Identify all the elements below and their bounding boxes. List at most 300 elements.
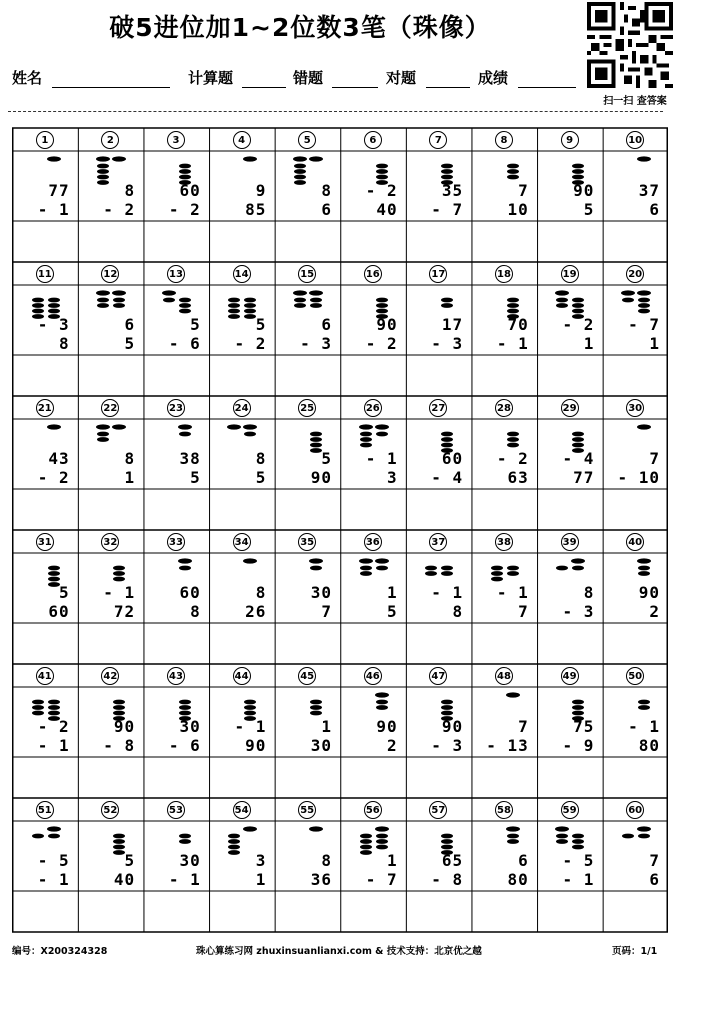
lower-bead (244, 432, 256, 437)
answer-box[interactable] (211, 759, 273, 796)
lower-bead (441, 432, 453, 437)
lower-bead (48, 566, 60, 571)
addend-1: 5 (124, 851, 136, 870)
addend-2: 80 (507, 870, 529, 889)
answer-box[interactable] (342, 357, 404, 394)
lower-bead (113, 566, 125, 571)
problem-number: 32 (101, 533, 119, 551)
total-blank[interactable] (242, 87, 286, 88)
upper-bead (243, 424, 257, 429)
problem-number: 15 (298, 265, 316, 283)
problem-number: 55 (298, 801, 316, 819)
lower-bead (572, 298, 584, 303)
answer-box[interactable] (473, 223, 535, 260)
upper-bead (162, 290, 176, 295)
addend-2: - 3 (300, 334, 332, 353)
answer-box[interactable] (604, 625, 666, 662)
lower-bead (244, 700, 256, 705)
problem-number: 48 (495, 667, 513, 685)
upper-bead (243, 558, 257, 563)
answer-box[interactable] (80, 357, 142, 394)
qr-code[interactable] (585, 2, 675, 88)
lower-bead (48, 303, 60, 308)
addend-1: 30 (179, 851, 201, 870)
answer-box[interactable] (473, 893, 535, 930)
lower-bead (48, 571, 60, 576)
problem-number: 9 (561, 131, 579, 149)
lower-bead (294, 298, 306, 303)
problem-number: 1 (36, 131, 54, 149)
problem-number: 27 (429, 399, 447, 417)
lower-bead (48, 834, 60, 839)
addend-1: - 1 (496, 583, 529, 602)
lower-bead (441, 443, 453, 448)
problem-number: 30 (626, 399, 644, 417)
problem-number: 42 (101, 667, 119, 685)
lower-bead (376, 705, 388, 710)
addend-1: 90 (441, 717, 464, 736)
lower-bead (376, 845, 388, 850)
addend-1: 5 (321, 449, 332, 468)
upper-bead (243, 156, 257, 161)
answer-box[interactable] (145, 357, 207, 394)
problem-number: 46 (364, 667, 382, 685)
lower-bead (556, 834, 568, 839)
problem-number: 43 (167, 667, 185, 685)
addend-1: 5 (58, 583, 70, 602)
upper-bead (637, 424, 651, 429)
answer-box[interactable] (539, 893, 601, 930)
addend-2: 5 (386, 602, 398, 621)
upper-bead (571, 558, 585, 563)
addend-1: 90 (376, 315, 398, 334)
answer-box[interactable] (145, 625, 207, 662)
problem-number: 52 (101, 801, 119, 819)
problem-number: 17 (429, 265, 447, 283)
answer-box[interactable] (145, 759, 207, 796)
answer-box[interactable] (14, 491, 76, 528)
lower-bead (441, 839, 453, 844)
lower-bead (310, 437, 322, 442)
lower-bead (360, 834, 372, 839)
addend-1: 1 (386, 851, 398, 870)
qr-caption: 扫一扫 查答案 (603, 96, 667, 107)
lower-bead (572, 845, 584, 850)
lower-bead (572, 839, 584, 844)
lower-bead (179, 834, 191, 839)
lower-bead (376, 169, 388, 174)
addend-1: - 1 (365, 449, 398, 468)
addend-2: 1 (255, 870, 267, 889)
addend-2: 8 (58, 334, 70, 353)
addend-2: - 2 (234, 334, 267, 353)
upper-bead (178, 558, 192, 563)
addend-1: 37 (638, 181, 660, 200)
answer-box[interactable] (342, 491, 404, 528)
addend-1: 7 (649, 851, 660, 870)
answer-box[interactable] (539, 625, 601, 662)
lower-bead (507, 443, 519, 448)
lower-bead (113, 298, 125, 303)
upper-bead (359, 558, 373, 563)
problem-number: 19 (561, 265, 579, 283)
answer-box[interactable] (408, 491, 470, 528)
problem-number: 35 (298, 533, 316, 551)
lower-bead (244, 309, 256, 314)
lower-bead (244, 298, 256, 303)
answer-box[interactable] (604, 491, 666, 528)
problem-number: 50 (626, 667, 644, 685)
answer-box[interactable] (276, 223, 338, 260)
answer-box[interactable] (80, 625, 142, 662)
addend-2: 6 (649, 870, 660, 889)
answer-box[interactable] (604, 223, 666, 260)
addend-1: - 2 (365, 181, 398, 200)
addend-2: - 9 (562, 736, 595, 755)
addend-1: 38 (179, 449, 201, 468)
upper-bead (375, 424, 389, 429)
lower-bead (113, 711, 125, 716)
answer-box[interactable] (342, 759, 404, 796)
answer-box[interactable] (276, 625, 338, 662)
addend-2: - 1 (496, 334, 529, 353)
problem-number: 33 (167, 533, 185, 551)
lower-bead (113, 303, 125, 308)
upper-bead (96, 424, 110, 429)
answer-box[interactable] (473, 625, 535, 662)
addend-2: 5 (124, 334, 136, 353)
problem-number: 6 (364, 131, 382, 149)
lower-bead (376, 839, 388, 844)
answer-box[interactable] (473, 491, 535, 528)
problem-number: 29 (561, 399, 579, 417)
answer-box[interactable] (80, 223, 142, 260)
problem-number: 14 (233, 265, 251, 283)
addend-2: - 3 (562, 602, 595, 621)
addend-2: 60 (48, 602, 70, 621)
lower-bead (638, 309, 650, 314)
lower-bead (638, 705, 650, 710)
addend-2: 7 (518, 602, 529, 621)
addend-1: 6 (321, 315, 332, 334)
lower-bead (179, 164, 191, 169)
addend-1: 60 (441, 449, 464, 468)
problem-number: 26 (364, 399, 382, 417)
addend-1: 70 (507, 315, 529, 334)
lower-bead (507, 169, 519, 174)
problem-number: 2 (101, 131, 119, 149)
problem-number: 5 (298, 131, 316, 149)
answer-box[interactable] (408, 893, 470, 930)
lower-bead (179, 705, 191, 710)
upper-bead (637, 156, 651, 161)
answer-box[interactable] (14, 759, 76, 796)
lower-bead (376, 175, 388, 180)
lower-bead (376, 309, 388, 314)
problem-number: 22 (101, 399, 119, 417)
lower-bead (638, 298, 650, 303)
lower-bead (179, 303, 191, 308)
lower-bead (638, 566, 650, 571)
addend-2: 40 (113, 870, 136, 889)
lower-bead (507, 571, 519, 576)
addend-2: 5 (190, 468, 201, 487)
lower-bead (179, 700, 191, 705)
answer-box[interactable] (14, 357, 76, 394)
lower-bead (638, 834, 650, 839)
lower-bead (572, 175, 584, 180)
addend-1: - 4 (562, 449, 595, 468)
answer-box[interactable] (276, 491, 338, 528)
lower-bead (622, 298, 634, 303)
addend-2: - 7 (431, 200, 464, 219)
upper-bead (293, 156, 307, 161)
answer-box[interactable] (473, 357, 535, 394)
upper-bead (621, 290, 635, 295)
lower-bead (179, 309, 191, 314)
total-label: 计算题 (188, 69, 234, 87)
addend-2: 1 (583, 334, 595, 353)
answer-box[interactable] (145, 893, 207, 930)
problem-number: 57 (429, 801, 447, 819)
lower-bead (491, 571, 503, 576)
lower-bead (97, 175, 109, 180)
lower-bead (179, 175, 191, 180)
lower-bead (638, 303, 650, 308)
answer-box[interactable] (14, 893, 76, 930)
answer-box[interactable] (80, 893, 142, 930)
answer-box[interactable] (539, 759, 601, 796)
upper-bead (359, 424, 373, 429)
problem-number: 58 (495, 801, 513, 819)
lower-bead (113, 571, 125, 576)
problem-number: 25 (298, 399, 316, 417)
addend-2: - 2 (365, 334, 398, 353)
answer-box[interactable] (539, 491, 601, 528)
problem-number: 36 (364, 533, 382, 551)
problem-number: 59 (561, 801, 579, 819)
answer-box[interactable] (14, 223, 76, 260)
lower-bead (425, 571, 437, 576)
lower-bead (32, 309, 44, 314)
addend-1: 30 (310, 583, 332, 602)
addend-2: - 10 (617, 468, 660, 487)
addend-1: - 2 (562, 315, 595, 334)
lower-bead (572, 705, 584, 710)
upper-bead (227, 424, 241, 429)
addend-2: - 4 (431, 468, 464, 487)
upper-bead (293, 290, 307, 295)
name-blank[interactable] (52, 87, 170, 88)
lower-bead (113, 839, 125, 844)
problem-grid (12, 127, 668, 932)
addend-1: 17 (441, 315, 464, 334)
answer-box[interactable] (211, 893, 273, 930)
lower-bead (310, 705, 322, 710)
problem-number: 21 (36, 399, 54, 417)
upper-bead (112, 156, 126, 161)
lower-bead (97, 303, 109, 308)
lower-bead (441, 571, 453, 576)
answer-box[interactable] (604, 357, 666, 394)
lower-bead (556, 839, 568, 844)
wrong-blank[interactable] (332, 87, 378, 88)
problem-number: 37 (429, 533, 447, 551)
footer-page: 页码：1/1 (612, 946, 658, 957)
upper-bead (243, 826, 257, 831)
answer-box[interactable] (342, 223, 404, 260)
lower-bead (507, 298, 519, 303)
lower-bead (179, 711, 191, 716)
lower-bead (32, 303, 44, 308)
answer-box[interactable] (408, 625, 470, 662)
lower-bead (507, 309, 519, 314)
lower-bead (491, 566, 503, 571)
upper-bead (112, 424, 126, 429)
answer-box[interactable] (80, 491, 142, 528)
answer-box[interactable] (276, 357, 338, 394)
problem-number: 40 (626, 533, 644, 551)
addend-1: 77 (48, 181, 70, 200)
lower-bead (507, 566, 519, 571)
answer-box[interactable] (211, 223, 273, 260)
upper-bead (637, 826, 651, 831)
lower-bead (638, 571, 650, 576)
addend-2: 6 (321, 200, 332, 219)
lower-bead (376, 432, 388, 437)
answer-box[interactable] (80, 759, 142, 796)
lower-bead (572, 711, 584, 716)
upper-bead (47, 156, 61, 161)
correct-blank[interactable] (426, 87, 470, 88)
addend-1: - 3 (37, 315, 70, 334)
answer-box[interactable] (276, 759, 338, 796)
addend-1: 3 (255, 851, 267, 870)
answer-box[interactable] (211, 491, 273, 528)
footer-code: 编号：X200324328 (12, 946, 108, 957)
addend-1: - 7 (628, 315, 660, 334)
lower-bead (48, 298, 60, 303)
addend-1: 8 (255, 583, 267, 602)
answer-box[interactable] (539, 223, 601, 260)
lower-bead (572, 164, 584, 169)
upper-bead (112, 290, 126, 295)
answer-box[interactable] (145, 223, 207, 260)
answer-box[interactable] (211, 357, 273, 394)
addend-1: 65 (441, 851, 464, 870)
lower-bead (113, 834, 125, 839)
lower-bead (32, 298, 44, 303)
problem-number: 31 (36, 533, 54, 551)
lower-bead (48, 700, 60, 705)
lower-bead (310, 566, 322, 571)
lower-bead (572, 309, 584, 314)
answer-box[interactable] (342, 893, 404, 930)
lower-bead (310, 303, 322, 308)
problem-number: 49 (561, 667, 579, 685)
lower-bead (113, 700, 125, 705)
lower-bead (507, 432, 519, 437)
lower-bead (32, 711, 44, 716)
addend-1: - 2 (37, 717, 70, 736)
answer-box[interactable] (408, 223, 470, 260)
addend-2: 3 (386, 468, 398, 487)
answer-box[interactable] (604, 893, 666, 930)
addend-2: - 2 (168, 200, 201, 219)
addend-1: - 1 (103, 583, 136, 602)
score-blank[interactable] (518, 87, 576, 88)
problem-number: 7 (429, 131, 447, 149)
answer-box[interactable] (408, 759, 470, 796)
lower-bead (97, 164, 109, 169)
lower-bead (310, 432, 322, 437)
footer-site: 珠心算练习网 zhuxinsuanlianxi.com & 技术支持：北京优之越 (196, 946, 482, 957)
lower-bead (294, 175, 306, 180)
addend-1: 9 (255, 181, 267, 200)
lower-bead (228, 303, 240, 308)
lower-bead (48, 577, 60, 582)
lower-bead (572, 700, 584, 705)
answer-box[interactable] (604, 759, 666, 796)
answer-box[interactable] (276, 893, 338, 930)
addend-2: - 6 (168, 736, 201, 755)
addend-2: 26 (245, 602, 267, 621)
lower-bead (441, 711, 453, 716)
lower-bead (376, 164, 388, 169)
upper-bead (506, 826, 520, 831)
answer-box[interactable] (408, 357, 470, 394)
answer-box[interactable] (145, 491, 207, 528)
addend-1: 8 (321, 851, 332, 870)
addend-1: 8 (124, 181, 136, 200)
upper-bead (637, 558, 651, 563)
addend-1: - 5 (37, 851, 70, 870)
answer-box[interactable] (14, 625, 76, 662)
answer-box[interactable] (539, 357, 601, 394)
lower-bead (294, 303, 306, 308)
addend-1: 60 (179, 583, 201, 602)
lower-bead (556, 298, 568, 303)
lower-bead (441, 164, 453, 169)
answer-box[interactable] (342, 625, 404, 662)
answer-box[interactable] (211, 625, 273, 662)
upper-bead (178, 424, 192, 429)
upper-bead (47, 826, 61, 831)
addend-1: 7 (649, 449, 660, 468)
lower-bead (360, 839, 372, 844)
lower-bead (228, 834, 240, 839)
answer-box[interactable] (473, 759, 535, 796)
addend-2: - 2 (103, 200, 136, 219)
addend-1: 1 (386, 583, 398, 602)
lower-bead (179, 566, 191, 571)
lower-bead (48, 309, 60, 314)
problem-number: 56 (364, 801, 382, 819)
problem-number: 23 (167, 399, 185, 417)
addend-1: 35 (441, 181, 464, 200)
addend-2: - 6 (168, 334, 201, 353)
lower-bead (294, 164, 306, 169)
upper-bead (96, 290, 110, 295)
lower-bead (294, 169, 306, 174)
addend-1: 6 (518, 851, 529, 870)
problem-number: 28 (495, 399, 513, 417)
lower-bead (622, 834, 634, 839)
addend-1: 30 (179, 717, 201, 736)
problem-number: 44 (233, 667, 251, 685)
upper-bead (506, 692, 520, 697)
lower-bead (244, 711, 256, 716)
